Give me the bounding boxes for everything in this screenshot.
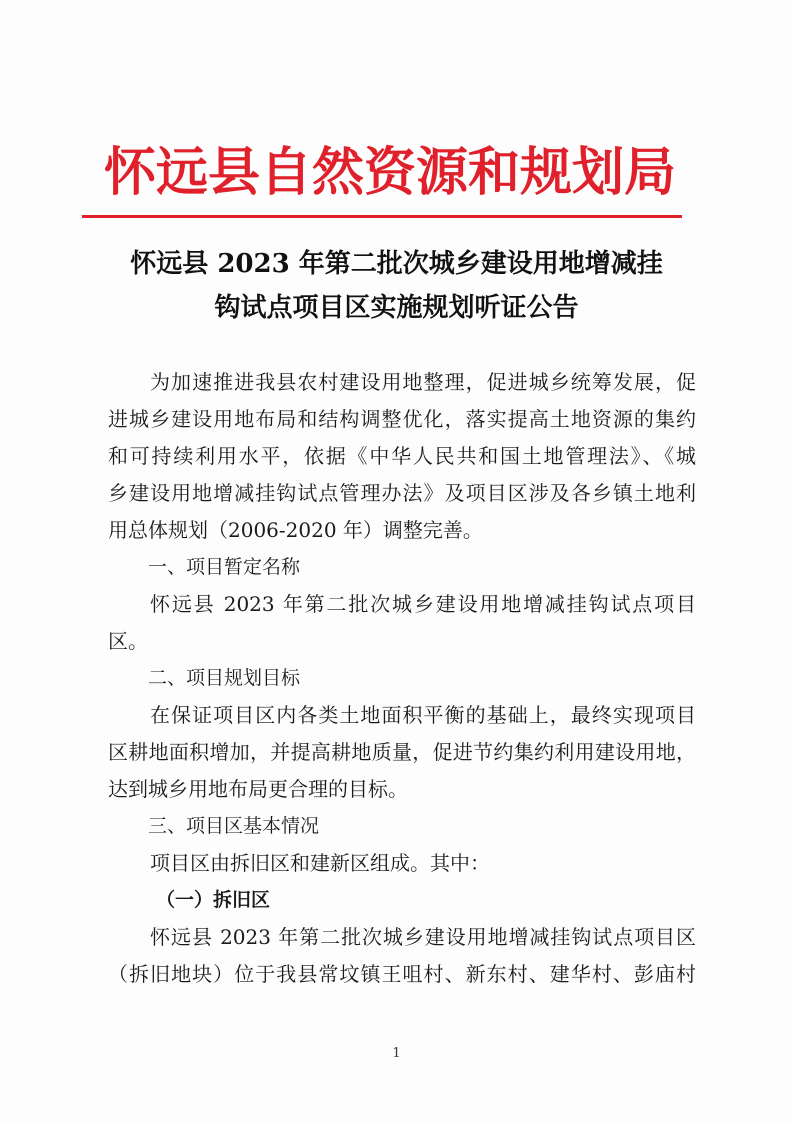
section-line: 达到城乡用地布局更合理的目标。 — [108, 777, 408, 801]
subsection-line: 怀远县 2023 年第二批次城乡建设用地增减挂钩试点项目区 — [150, 925, 696, 949]
section-line: 区耕地面积增加，并提高耕地质量，促进节约集约利用建设用地， — [108, 740, 696, 764]
intro-line: 用总体规划（2006-2020 年）调整完善。 — [108, 518, 483, 542]
section-line: 区。 — [108, 629, 148, 653]
intro-line: 进城乡建设用地布局和结构调整优化，落实提高土地资源的集约 — [108, 407, 696, 431]
section-line: 项目区由拆旧区和建新区组成。其中： — [150, 851, 490, 875]
intro-line: 为加速推进我县农村建设用地整理，促进城乡统筹发展，促 — [150, 370, 696, 394]
section-line: 在保证项目区内各类土地面积平衡的基础上，最终实现项目 — [150, 703, 696, 727]
letterhead-divider — [82, 215, 682, 218]
document-body — [108, 364, 696, 993]
document-title — [60, 242, 733, 330]
title-line-2: 钩试点项目区实施规划听证公告 — [214, 293, 579, 323]
page-number: 1 — [392, 1046, 401, 1061]
title-line-1: 怀远县 2023 年第二批次城乡建设用地增减挂 — [130, 249, 663, 279]
intro-line: 乡建设用地增减挂钩试点管理办法》及项目区涉及各乡镇土地利 — [108, 481, 696, 505]
subsection-line: （拆旧地块）位于我县常坟镇王咀村、新东村、建华村、彭庙村 — [108, 962, 696, 986]
section-heading: 一、项目暂定名称 — [148, 556, 301, 578]
section-heading: 二、项目规划目标 — [148, 667, 301, 689]
intro-line: 和可持续利用水平，依据《中华人民共和国土地管理法》、《城 — [108, 444, 696, 468]
organization-letterhead: 怀远县自然资源和规划局 — [103, 142, 676, 203]
section-heading: 三、项目区基本情况 — [148, 815, 320, 837]
subsection-heading: （一）拆旧区 — [156, 889, 271, 911]
section-line: 怀远县 2023 年第二批次城乡建设用地增减挂钩试点项目 — [150, 592, 696, 616]
